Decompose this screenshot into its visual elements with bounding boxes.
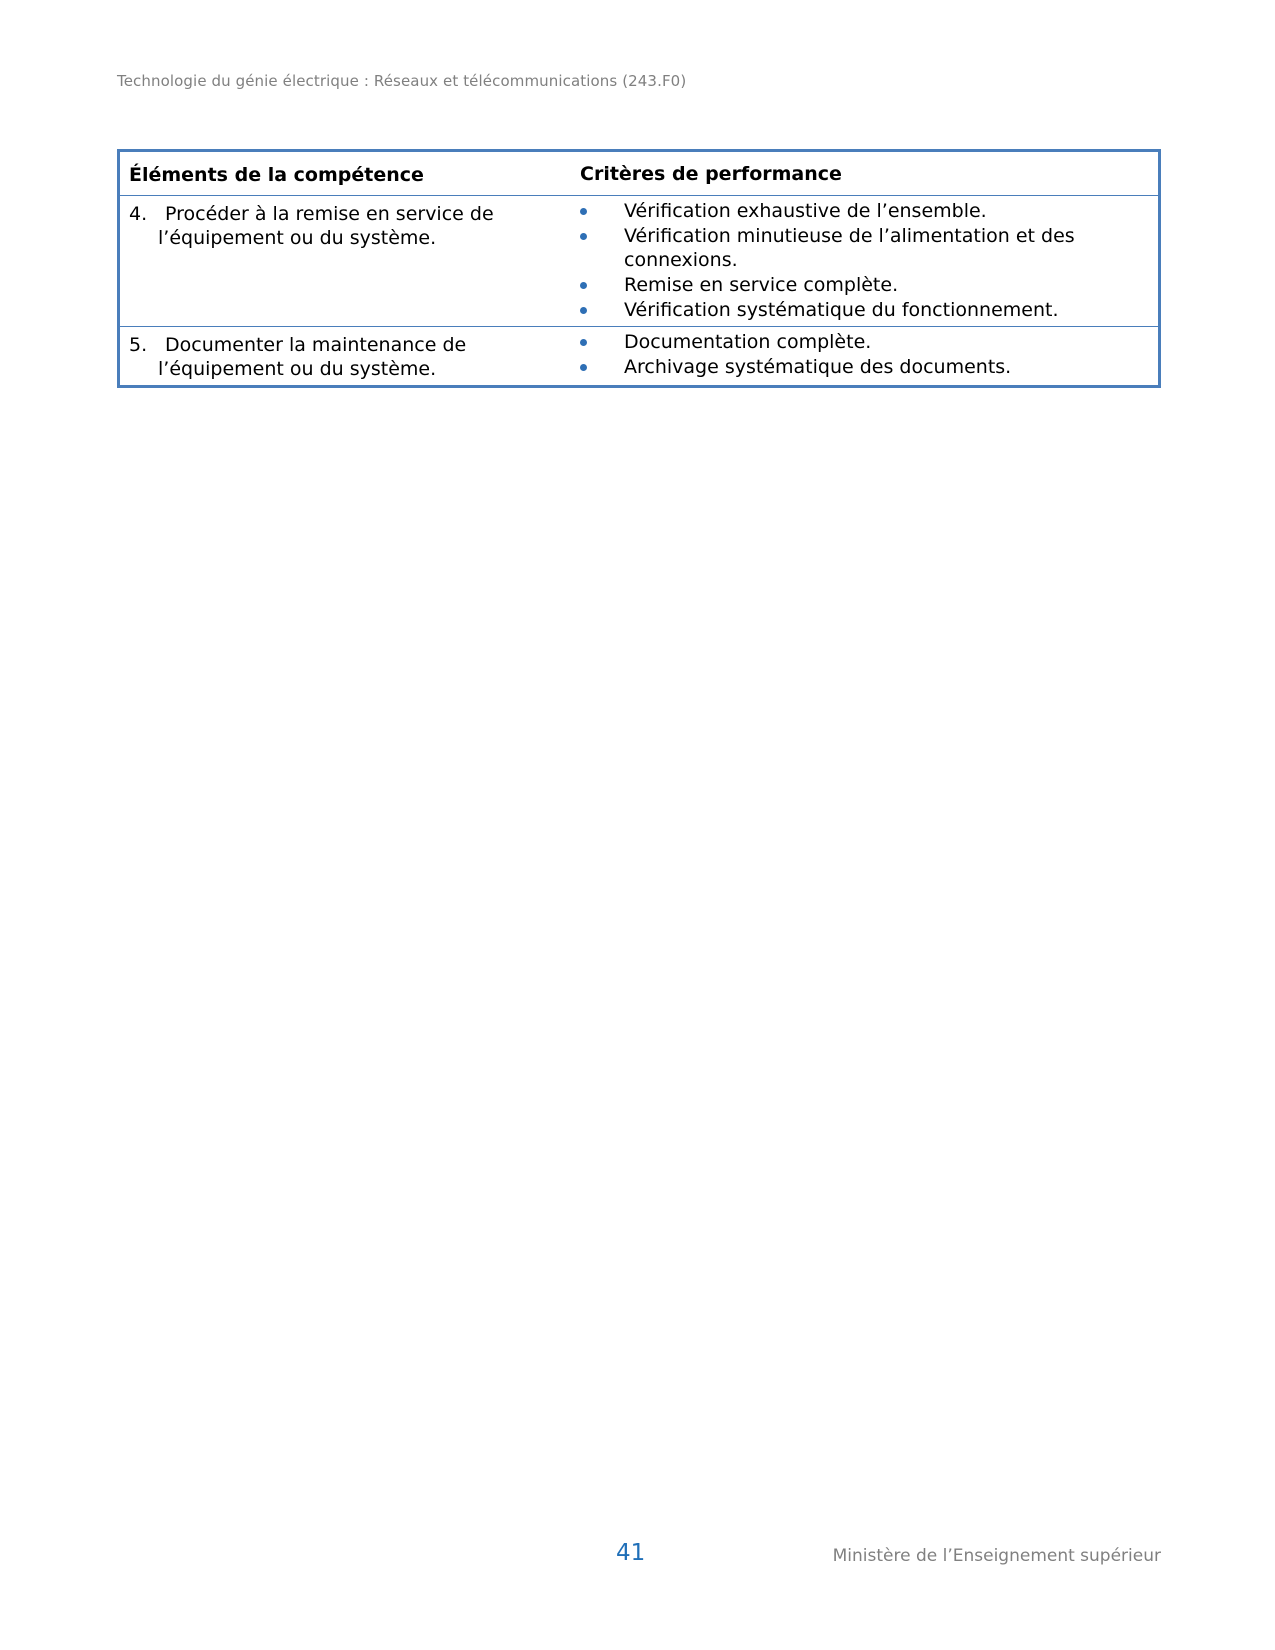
bullet-icon	[580, 233, 587, 240]
column-header-criteria: Critères de performance	[580, 162, 842, 185]
bullet-icon	[580, 307, 587, 314]
running-header: Technologie du génie électrique : Réseaux et télécommunications (243.F0)	[117, 72, 687, 90]
element-number: 5.	[129, 334, 148, 356]
competency-table	[117, 149, 1161, 388]
criteria-text: Vérification systématique du fonctionnement.	[624, 299, 1059, 321]
footer-ministry: Ministère de l’Enseignement supérieur	[832, 1546, 1161, 1566]
table-header-row	[120, 152, 1158, 195]
element-cell	[120, 196, 580, 326]
criteria-list	[580, 327, 1150, 379]
bullet-icon	[580, 282, 587, 289]
criteria-cell	[580, 327, 1158, 385]
column-header-elements: Éléments de la compétence	[129, 163, 424, 186]
table-row	[120, 326, 1158, 385]
page-number: 41	[616, 1540, 646, 1566]
bullet-icon	[580, 364, 587, 371]
element-item	[129, 327, 580, 381]
bullet-icon	[580, 339, 587, 346]
criteria-item	[580, 199, 1150, 223]
element-cell	[120, 327, 580, 385]
criteria-item	[580, 224, 1150, 272]
criteria-text: Vérification exhaustive de l’ensemble.	[624, 200, 987, 222]
criteria-cell	[580, 196, 1158, 326]
table-row	[120, 195, 1158, 326]
element-item	[129, 196, 580, 250]
criteria-item	[580, 330, 1150, 354]
element-text: Procéder à la remise en service de l’équipement ou du système.	[158, 203, 494, 249]
element-number: 4.	[129, 203, 148, 225]
bullet-icon	[580, 208, 587, 215]
criteria-item	[580, 355, 1150, 379]
criteria-item	[580, 273, 1150, 297]
criteria-text: Documentation complète.	[624, 331, 872, 353]
criteria-list	[580, 196, 1150, 322]
criteria-item	[580, 298, 1150, 322]
criteria-text: Archivage systématique des documents.	[624, 356, 1012, 378]
criteria-text: Remise en service complète.	[624, 274, 899, 296]
criteria-text: Vérification minutieuse de l’alimentation et des connexions.	[624, 225, 1075, 271]
element-text: Documenter la maintenance de l’équipement ou du système.	[158, 334, 467, 380]
